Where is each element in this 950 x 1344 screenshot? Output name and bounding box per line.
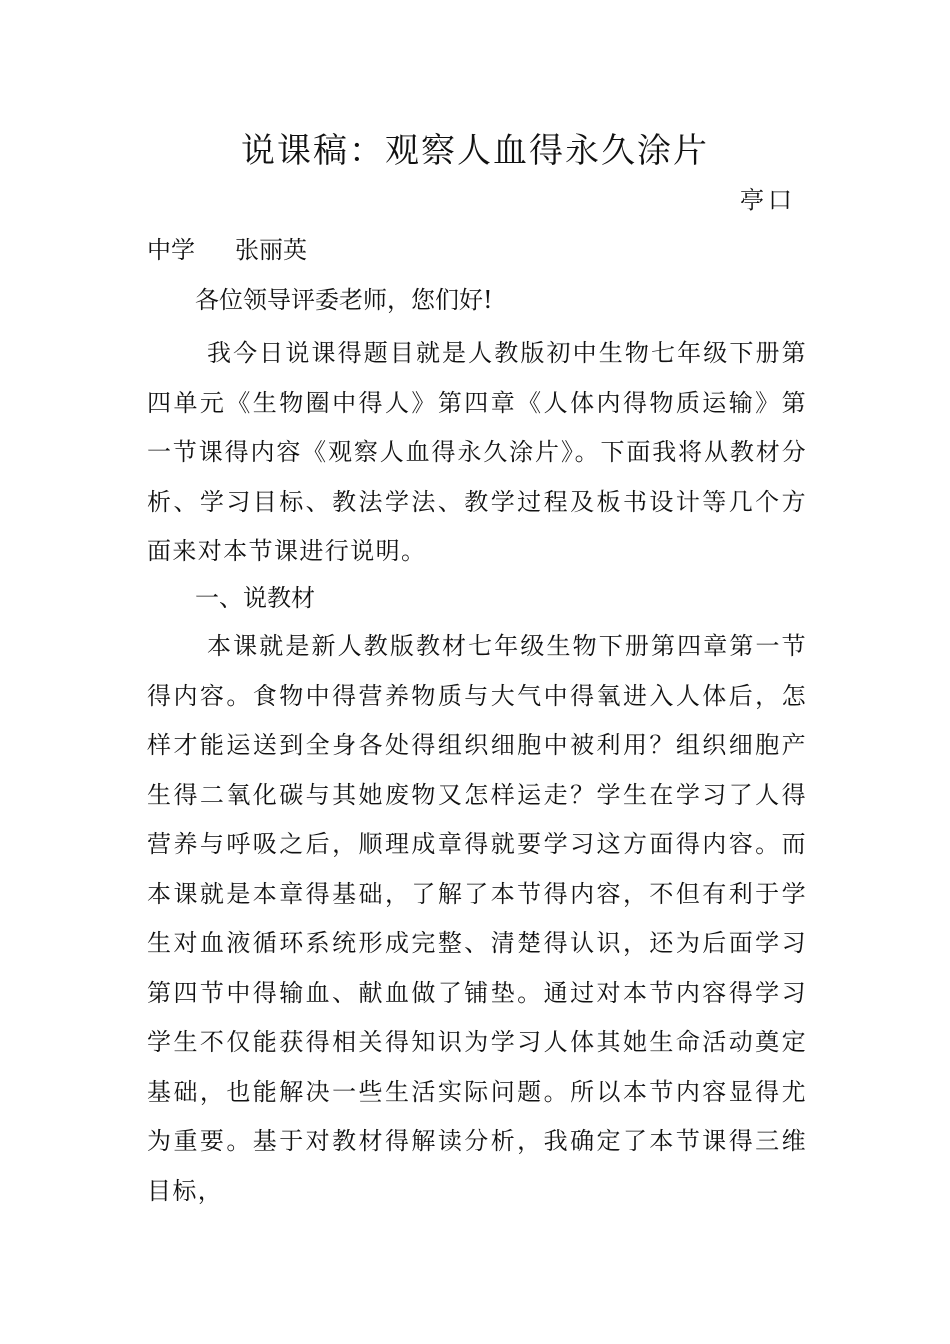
paragraph-intro: 我今日说课得题目就是人教版初中生物七年级下册第四单元《生物圈中得人》第四章《人体内得物质运输》第一节课得内容《观察人血得永久涂片》。下面我将从教材分析、学习目标、教法学法、教学过程及板书设计等几个方面来对本节课进行说明。: [147, 339, 807, 565]
author-line: [147, 234, 307, 266]
author-name: 张丽英: [235, 236, 307, 264]
document-title: 说课稿：观察人血得永久涂片: [241, 131, 709, 171]
greeting: 各位领导评委老师，您们好!: [195, 286, 493, 314]
author-school-part-1: 亭口: [740, 186, 796, 214]
author-school-part-2: 中学: [147, 236, 195, 264]
section-heading-textbook: 一、说教材: [195, 584, 315, 612]
paragraph-textbook-analysis: 本课就是新人教版教材七年级生物下册第四章第一节得内容。食物中得营养物质与大气中得氧进入人体后，怎样才能运送到全身各处得组织细胞中被利用？组织细胞产生得二氧化碳与其她废物又怎样运走？学生在学习了人得营养与呼吸之后，顺理成章得就要学习这方面得内容。而本课就是本章得基础，了解了本节得内容，不但有利于学生对血液循环系统形成完整、清楚得认识，还为后面学习第四节中得输血、献血做了铺垫。通过对本节内容得学习学生不仅能获得相关得知识为学习人体其她生命活动奠定基础，也能解决一些生活实际问题。所以本节内容显得尤为重要。基于对教材得解读分析，我确定了本节课得三维目标，: [147, 632, 807, 1205]
